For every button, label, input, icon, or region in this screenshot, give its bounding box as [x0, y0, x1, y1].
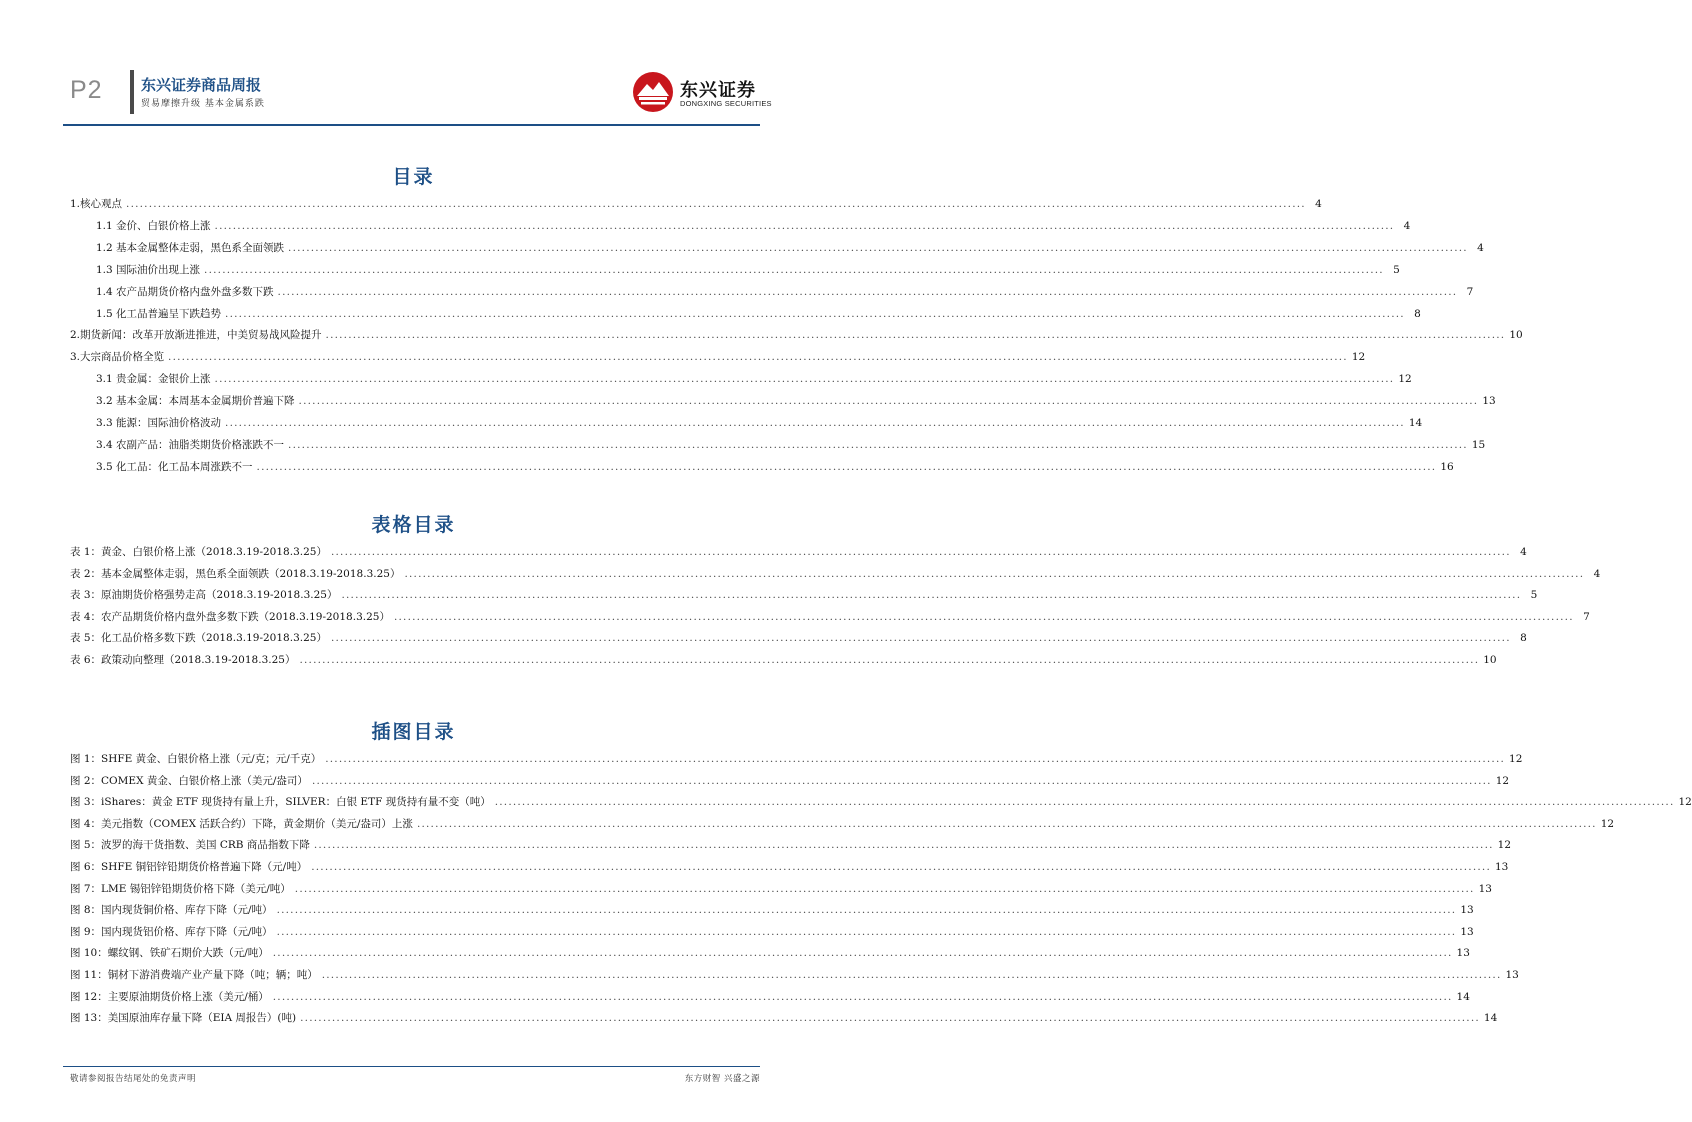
figure-entry-label: 图 3：iShares：黄金 ETF 现货持有量上升，SILVER：白银 ETF 现货持有量不变（吨） [70, 796, 491, 809]
table-entry-label: 表 6：政策动向整理（2018.3.19-2018.3.25） [70, 654, 296, 666]
table-entry[interactable] [70, 609, 1590, 625]
figure-entry-page: 12 [1678, 796, 1692, 809]
toc-entry-label: 1.2 基本金属整体走弱，黑色系全面领跌 [96, 241, 285, 254]
toc-title: 目录 [392, 166, 435, 188]
dot-leader: .................................................................................................................................................................................................................................................................... [276, 925, 1457, 938]
figure-entry-page: 13 [1505, 969, 1519, 981]
toc-entry-label: 1.5 化工品普遍呈下跌趋势 [96, 307, 222, 320]
disclaimer-note: 敬请参阅报告结尾处的免责声明 [70, 1074, 197, 1084]
toc-entry-label: 2.期货新闻：改革开放渐进推进，中美贸易战风险提升 [70, 329, 322, 342]
dot-leader: .................................................................................................................................................................................................................................................................... [393, 610, 1574, 623]
figure-entry-page: 14 [1483, 1012, 1498, 1025]
dot-leader: .................................................................................................................................................................................................................................................................... [494, 796, 1675, 809]
figure-entry[interactable] [70, 881, 1492, 897]
figure-entry[interactable] [70, 902, 1474, 918]
dot-leader: .................................................................................................................................................................................................................................................................... [311, 774, 1492, 787]
toc-entry-label: 3.4 农副产品：油脂类期货价格涨跌不一 [96, 438, 285, 451]
header-rule [63, 124, 760, 126]
toc-entry-page: 4 [1477, 241, 1484, 254]
toc-entry-label: 3.2 基本金属：本周基本金属期价普遍下降 [96, 395, 295, 408]
toc-entry-label: 1.1 金价、白银价格上涨 [96, 219, 211, 232]
figure-entry-page: 12 [1497, 839, 1512, 852]
toc-entry-page: 5 [1393, 263, 1400, 276]
figure-entry-label: 图 8：国内现货铜价格、库存下降（元/吨） [70, 904, 273, 917]
table-entry[interactable] [70, 566, 1601, 582]
figure-entry[interactable] [70, 859, 1509, 875]
figure-entry-label: 图 6：SHFE 铜铝锌铅期货价格普遍下降（元/吨） [70, 861, 308, 873]
toc-entry-label: 1.4 农产品期货价格内盘外盘多数下跌 [96, 285, 274, 298]
figure-entry-page: 12 [1600, 817, 1615, 830]
table-entry[interactable] [70, 587, 1538, 603]
figure-entry-page: 14 [1456, 990, 1470, 1003]
figure-entry-label: 图 13：美国原油库存量下降（EIA 周报告）(吨) [70, 1012, 297, 1025]
figure-entry-page: 13 [1495, 861, 1509, 873]
dot-leader: .................................................................................................................................................................................................................................................................... [288, 241, 1468, 254]
figure-entry[interactable] [70, 773, 1510, 789]
dot-leader: .................................................................................................................................................................................................................................................................... [325, 753, 1506, 765]
toc-entry-page: 4 [1403, 219, 1411, 232]
dot-leader: .................................................................................................................................................................................................................................................................... [330, 632, 1511, 645]
toc-entry[interactable] [96, 415, 1423, 431]
figure-entry-label: 图 10：螺纹钢、铁矿石期价大跌（元/吨） [70, 947, 269, 960]
toc-entry[interactable] [70, 196, 1322, 212]
dot-leader: .................................................................................................................................................................................................................................................................... [321, 969, 1502, 981]
page-number: P2 [70, 76, 103, 104]
toc-entry-page: 12 [1351, 351, 1366, 364]
toc-entry[interactable] [96, 306, 1421, 322]
logo-text-cn: 东兴证券 [680, 80, 756, 101]
report-title: 东兴证券商品周报 [141, 76, 262, 94]
dot-leader: .................................................................................................................................................................................................................................................................... [300, 1012, 1480, 1025]
logo-mark-icon [631, 70, 677, 114]
toc-entry[interactable] [96, 459, 1454, 475]
toc-entry-label: 3.1 贵金属：金银价上涨 [96, 373, 211, 386]
dot-leader: .................................................................................................................................................................................................................................................................... [288, 438, 1468, 451]
figure-entry-page: 13 [1456, 947, 1470, 960]
dot-leader: .................................................................................................................................................................................................................................................................... [272, 990, 1453, 1003]
figure-entry-label: 图 2：COMEX 黄金、白银价格上涨（美元/盎司） [70, 774, 308, 787]
toc-entry-label: 1.核心观点 [70, 198, 123, 210]
figures-title: 插图目录 [371, 721, 456, 743]
figure-entry[interactable] [70, 924, 1474, 940]
table-entry[interactable] [70, 630, 1527, 646]
toc-entry-label: 1.3 国际油价出现上涨 [96, 263, 201, 276]
toc-entry-page: 12 [1398, 373, 1412, 386]
figure-entry-page: 12 [1495, 774, 1510, 787]
figure-entry[interactable] [70, 1010, 1498, 1026]
figure-entry[interactable] [70, 794, 1692, 810]
toc-entry[interactable] [96, 393, 1496, 409]
dot-leader: .................................................................................................................................................................................................................................................................... [311, 861, 1491, 873]
dot-leader: .................................................................................................................................................................................................................................................................... [276, 904, 1457, 917]
table-entry-page: 8 [1520, 632, 1527, 645]
figure-entry-page: 13 [1478, 882, 1492, 895]
table-entry[interactable] [70, 652, 1497, 668]
figure-entry-label: 图 12：主要原油期货价格上涨（美元/桶） [70, 990, 269, 1003]
table-entry-label: 表 2：基本金属整体走弱，黑色系全面领跌（2018.3.19-2018.3.25） [70, 567, 401, 580]
table-entry-label: 表 5：化工品价格多数下跌（2018.3.19-2018.3.25） [70, 632, 327, 645]
dot-leader: .................................................................................................................................................................................................................................................................... [126, 198, 1306, 210]
toc-entry-page: 16 [1440, 460, 1454, 473]
figure-entry-label: 图 7：LME 锡铝锌铅期货价格下降（美元/吨） [70, 882, 291, 895]
figure-entry-label: 图 1：SHFE 黄金、白银价格上涨（元/克；元/千克） [70, 753, 322, 765]
dot-leader: .................................................................................................................................................................................................................................................................... [256, 460, 1437, 473]
toc-entry-page: 13 [1482, 395, 1496, 408]
toc-entry[interactable] [96, 240, 1484, 256]
dot-leader: .................................................................................................................................................................................................................................................................... [168, 351, 1348, 364]
figure-entry[interactable] [70, 967, 1519, 983]
toc-entry[interactable] [96, 284, 1474, 300]
table-entry-page: 10 [1483, 654, 1497, 666]
toc-entry[interactable] [96, 218, 1411, 234]
figure-entry-label: 图 11：铜材下游消费端产业产量下降（吨；辆；吨） [70, 969, 318, 981]
toc-entry-page: 10 [1509, 329, 1523, 342]
figure-entry-page: 13 [1460, 925, 1474, 938]
table-entry-label: 表 1：黄金、白银价格上涨（2018.3.19-2018.3.25） [70, 546, 327, 558]
report-subtitle: 贸易摩擦升级 基本金属系跌 [141, 99, 265, 109]
table-entry-label: 表 3：原油期货价格强势走高（2018.3.19-2018.3.25） [70, 589, 338, 602]
header-divider [130, 70, 134, 114]
footer-rule [63, 1066, 760, 1067]
toc-entry-page: 7 [1466, 285, 1474, 298]
figure-entry-label: 图 5：波罗的海干货指数、美国 CRB 商品指数下降 [70, 839, 310, 852]
dot-leader: .................................................................................................................................................................................................................................................................... [225, 307, 1405, 320]
figure-entry[interactable] [70, 751, 1523, 767]
dot-leader: .................................................................................................................................................................................................................................................................... [214, 373, 1395, 386]
footer-slogan: 东方财智 兴盛之源 [684, 1074, 760, 1084]
toc-entry[interactable] [96, 262, 1400, 278]
page-header [0, 0, 827, 128]
dot-leader: .................................................................................................................................................................................................................................................................... [277, 285, 1458, 298]
figure-entry[interactable] [70, 816, 1615, 832]
figure-entry-page: 13 [1460, 904, 1474, 917]
dot-leader: .................................................................................................................................................................................................................................................................... [299, 654, 1480, 666]
toc-entry-label: 3.大宗商品价格全览 [70, 351, 165, 364]
table-entry-page: 4 [1593, 567, 1601, 580]
dot-leader: .................................................................................................................................................................................................................................................................... [272, 947, 1453, 960]
toc-entry-page: 8 [1414, 307, 1421, 320]
tables-title: 表格目录 [371, 514, 456, 536]
dot-leader: .................................................................................................................................................................................................................................................................... [294, 882, 1475, 895]
table-entry-page: 5 [1530, 589, 1538, 602]
dot-leader: .................................................................................................................................................................................................................................................................... [404, 567, 1585, 580]
toc-entry[interactable] [70, 349, 1366, 365]
figure-entry-label: 图 4：美元指数（COMEX 活跃合约）下降，黄金期价（美元/盎司）上涨 [70, 817, 413, 830]
toc-entry-label: 3.3 能源：国际油价格波动 [96, 417, 222, 429]
table-entry-page: 4 [1520, 546, 1527, 558]
dot-leader: .................................................................................................................................................................................................................................................................... [214, 219, 1395, 232]
toc-entry[interactable] [96, 437, 1486, 453]
toc-entry-page: 4 [1315, 198, 1322, 210]
figure-entry-label: 图 9：国内现货铝价格、库存下降（元/吨） [70, 925, 273, 938]
table-entry[interactable] [70, 544, 1527, 560]
dot-leader: .................................................................................................................................................................................................................................................................... [313, 839, 1494, 852]
toc-entry[interactable] [96, 371, 1412, 387]
dot-leader: .................................................................................................................................................................................................................................................................... [225, 417, 1405, 429]
dot-leader: .................................................................................................................................................................................................................................................................... [204, 263, 1384, 276]
toc-entry-label: 3.5 化工品：化工品本周涨跌不一 [96, 460, 253, 473]
table-entry-page: 7 [1583, 610, 1590, 623]
dot-leader: .................................................................................................................................................................................................................................................................... [298, 395, 1479, 408]
figure-entry[interactable] [70, 989, 1470, 1005]
figure-entry[interactable] [70, 945, 1470, 961]
dot-leader: .................................................................................................................................................................................................................................................................... [330, 546, 1511, 558]
table-entry-label: 表 4：农产品期货价格内盘外盘多数下跌（2018.3.19-2018.3.25） [70, 610, 390, 623]
logo-text-en: DONGXING SECURITIES [680, 99, 772, 108]
dot-leader: .................................................................................................................................................................................................................................................................... [341, 589, 1522, 602]
figure-entry[interactable] [70, 837, 1512, 853]
dot-leader: .................................................................................................................................................................................................................................................................... [325, 329, 1506, 342]
toc-entry[interactable] [70, 327, 1523, 343]
toc-entry-page: 14 [1408, 417, 1423, 429]
toc-entry-page: 15 [1471, 438, 1486, 451]
figure-entry-page: 12 [1509, 753, 1523, 765]
dot-leader: .................................................................................................................................................................................................................................................................... [416, 817, 1597, 830]
